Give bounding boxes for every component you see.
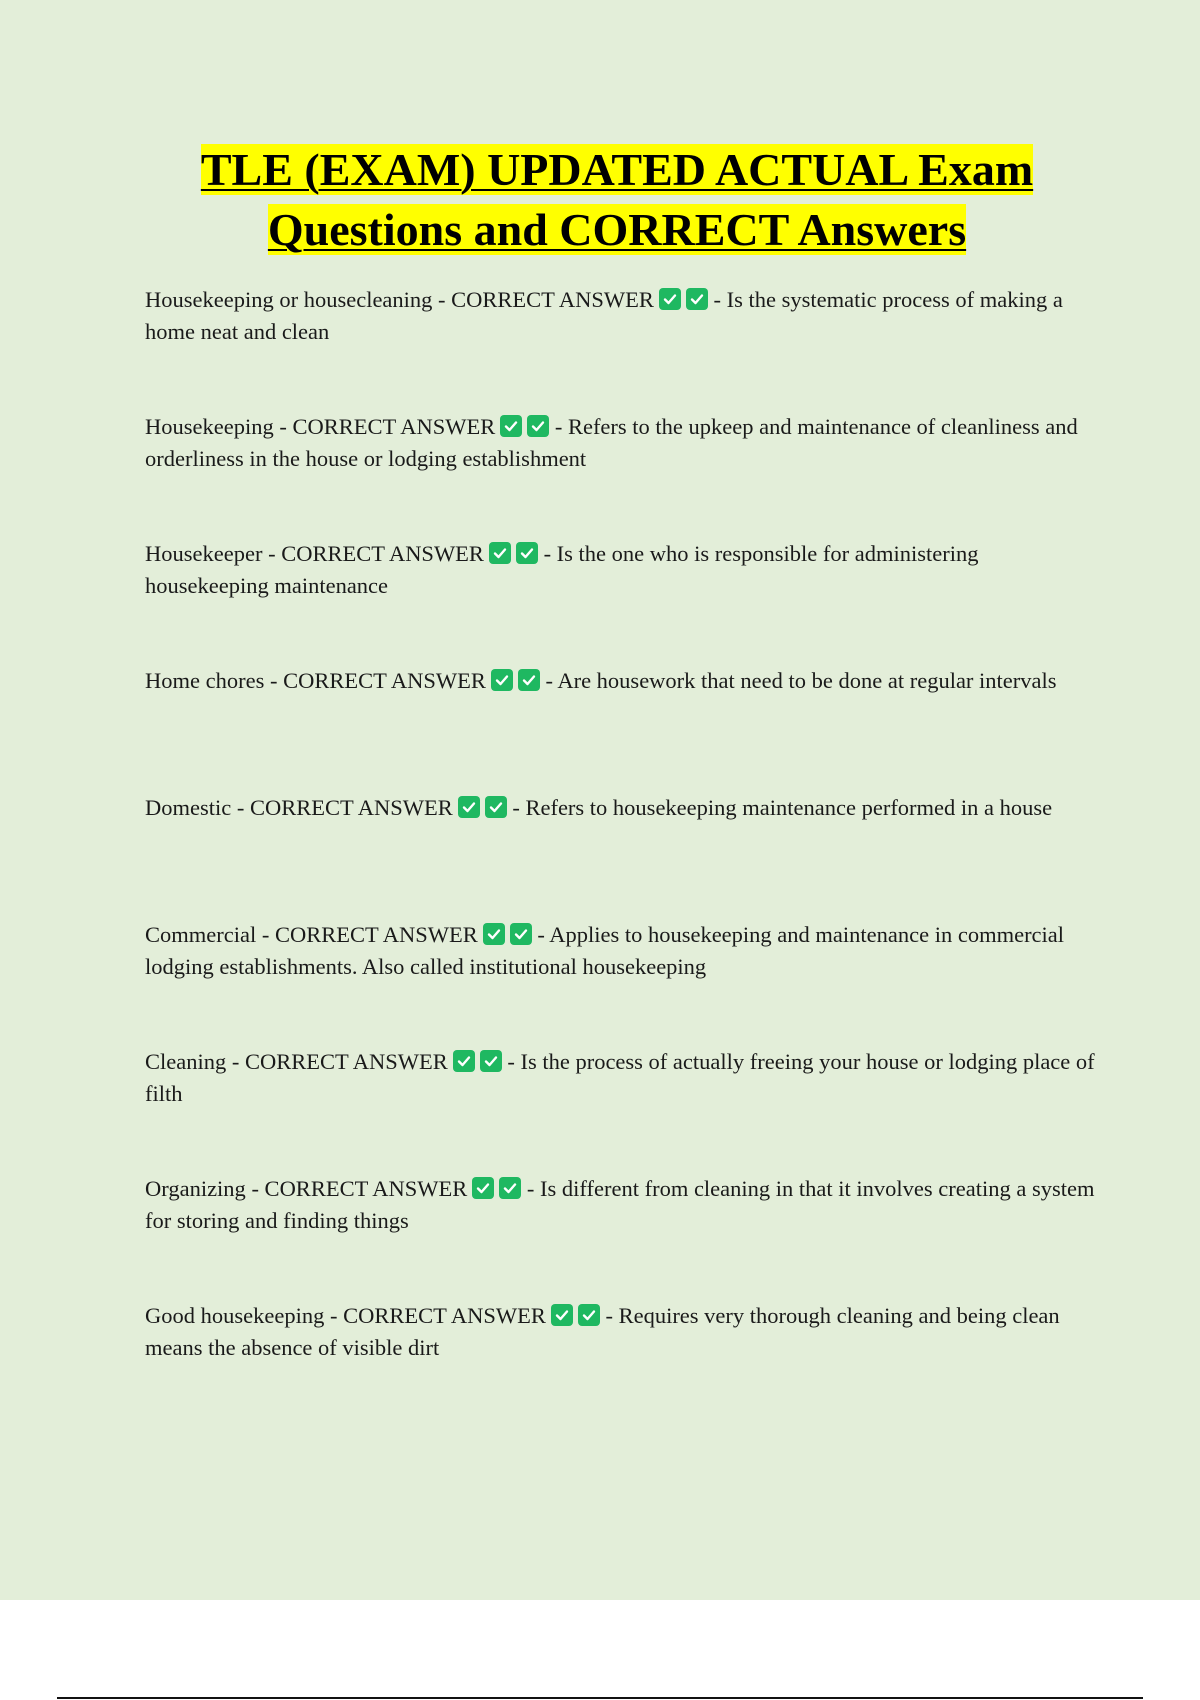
qa-item	[145, 665, 1095, 792]
qa-term: Commercial	[145, 922, 257, 947]
check-mark-icon	[489, 542, 511, 564]
qa-answer-label: - CORRECT ANSWER	[231, 795, 453, 820]
qa-definition: - Refers to the upkeep and maintenance of cleanliness and orderliness in the house or lodging establishment	[145, 414, 1078, 471]
qa-answer-label: - CORRECT ANSWER	[432, 287, 654, 312]
check-mark-icon	[485, 796, 507, 818]
qa-definition: - Applies to housekeeping and maintenance in commercial lodging establishments. Also called institutional housekeeping	[145, 922, 1065, 979]
qa-answer-label: - CORRECT ANSWER	[324, 1303, 546, 1328]
qa-answer-label: - CORRECT ANSWER	[273, 414, 496, 439]
next-page-top-rule	[57, 1697, 1143, 1699]
check-mark-icon	[500, 415, 522, 437]
qa-answer-label: - CORRECT ANSWER	[226, 1049, 448, 1074]
qa-term: Organizing	[145, 1176, 246, 1201]
qa-term: Home chores	[145, 668, 265, 693]
qa-list	[145, 284, 1095, 1427]
qa-answer-label: - CORRECT ANSWER	[256, 922, 478, 947]
check-mark-icon	[480, 1050, 502, 1072]
qa-item	[145, 411, 1095, 538]
qa-definition: - Is the one who is responsible for administering housekeeping maintenance	[145, 541, 979, 598]
qa-definition: - Is different from cleaning in that it involves creating a system for storing and finding things	[145, 1176, 1095, 1233]
qa-answer-label: - CORRECT ANSWER	[245, 1176, 468, 1201]
qa-definition: - Requires very thorough cleaning and being clean means the absence of visible dirt	[145, 1303, 1060, 1360]
qa-definition: - Refers to housekeeping maintenance performed in a house	[506, 795, 1053, 820]
check-mark-icon	[578, 1304, 600, 1326]
check-mark-icon	[458, 796, 480, 818]
check-mark-icon	[453, 1050, 475, 1072]
check-mark-icon	[483, 923, 505, 945]
qa-term: Domestic	[145, 795, 232, 820]
title-line-2: Questions and CORRECT Answers	[267, 204, 967, 255]
qa-item	[145, 919, 1095, 1046]
document-title	[0, 140, 1200, 260]
check-mark-icon	[518, 669, 540, 691]
check-mark-icon	[527, 415, 549, 437]
check-mark-icon	[510, 923, 532, 945]
page-gap	[0, 1600, 1200, 1700]
qa-definition: - Is the systematic process of making a home neat and clean	[145, 287, 1063, 344]
check-mark-icon	[472, 1177, 494, 1199]
qa-definition: - Are housework that need to be done at regular intervals	[539, 668, 1057, 693]
qa-item	[145, 1300, 1095, 1427]
qa-term: Housekeeping or housecleaning	[145, 287, 433, 312]
check-mark-icon	[659, 288, 681, 310]
qa-definition: - Is the process of actually freeing your house or lodging place of filth	[145, 1049, 1095, 1106]
title-line-1: TLE (EXAM) UPDATED ACTUAL Exam	[200, 144, 1034, 195]
qa-term: Housekeeping	[145, 414, 274, 439]
qa-term: Good housekeeping	[145, 1303, 325, 1328]
check-mark-icon	[551, 1304, 573, 1326]
qa-item	[145, 792, 1095, 919]
check-mark-icon	[686, 288, 708, 310]
check-mark-icon	[516, 542, 538, 564]
qa-item	[145, 284, 1095, 411]
qa-answer-label: - CORRECT ANSWER	[264, 668, 486, 693]
qa-term: Cleaning	[145, 1049, 227, 1074]
qa-answer-label: - CORRECT ANSWER	[262, 541, 484, 566]
qa-item	[145, 538, 1095, 665]
check-mark-icon	[499, 1177, 521, 1199]
check-mark-icon	[491, 669, 513, 691]
qa-item	[145, 1046, 1095, 1173]
qa-item	[145, 1173, 1095, 1300]
qa-term: Housekeeper	[145, 541, 263, 566]
